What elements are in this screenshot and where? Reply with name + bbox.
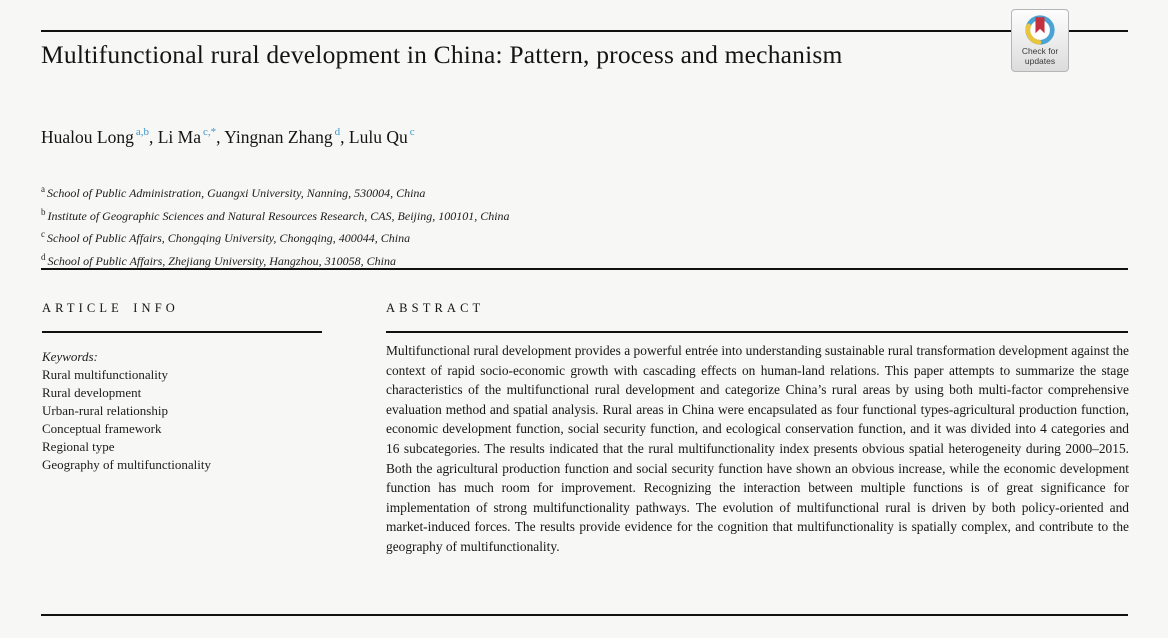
keyword-item: Urban-rural relationship: [42, 403, 168, 418]
badge-label-line2: updates: [1024, 55, 1056, 66]
affiliation-list: [41, 180, 510, 270]
article-info-heading: ARTICLE INFO: [42, 301, 179, 315]
author: Yingnan Zhang $^d$,: [224, 126, 349, 147]
header-separator-rule: [41, 268, 1128, 270]
keyword-item: Conceptual framework: [42, 421, 162, 436]
affiliation: $^a$ School of Public Administration, Guangxi University, Nanning, 530004, China: [41, 184, 426, 200]
abstract-heading: ABSTRACT: [386, 301, 485, 315]
check-for-updates-badge[interactable]: [1011, 9, 1069, 72]
keywords-block: [42, 348, 332, 474]
keyword-item: Rural development: [42, 385, 142, 400]
abstract-underline: [386, 331, 1128, 333]
keyword-item: Geography of multifunctionality: [42, 457, 211, 472]
author-affiliation-superscript: a,b: [135, 126, 149, 139]
bottom-rule: [41, 614, 1128, 616]
author: Li Ma $^{c,*}$,: [157, 126, 225, 147]
author-list: [41, 127, 415, 148]
badge-label-line1: Check for: [1021, 46, 1059, 56]
author-affiliation-superscript: c: [409, 126, 415, 139]
paper-title: Multifunctional rural development in China: Pattern, process and mechanism: [41, 40, 843, 69]
author-affiliation-superscript: d: [334, 126, 341, 139]
abstract-text: Multifunctional rural development provides a powerful entrée into understanding sustainable rural transformation development against the context of rapid socio-economic growth with cascading effects on human-land relations. This paper attempts to summarize the stage characteristics of the multifunctional rural development and categorize China’s rural areas by using both multi-factor comprehensive evaluation method and spatial analysis. Rural areas in China were encapsulated as four functional types-agricultural production function, economic development function, social security function, and ecological conservation function, and it was divided into 4 categories and 16 subcategories. The results indicated that the rural multifunctionality index presents obvious spatial heterogeneity during 2000–2015. Both the agricultural production function and social security function have shown an obvious increase, while the economic development function has much room for improvement. Recognizing the interaction between multiple functions is of great significance for implementation of strong multifunctionality pathways. The evolution of multifunctional rural is driven by both policy-oriented and market-induced forces. The results provide evidence for the cognition that multifunctionality is spatially complex, and contribute to the geography of multifunctionality.: [386, 343, 1129, 554]
article-info-underline: [42, 331, 322, 333]
keywords-label: Keywords:: [42, 349, 98, 364]
affiliation: $^d$ School of Public Affairs, Zhejiang University, Hangzhou, 310058, China: [41, 251, 396, 268]
author: Hualou Long $^{a,b}$,: [41, 126, 158, 147]
affiliation: $^c$ School of Public Affairs, Chongqing University, Chongqing, 400044, China: [41, 229, 411, 246]
affiliation: $^b$ Institute of Geographic Sciences and Natural Resources Research, CAS, Beijing, 100101, China: [41, 206, 510, 223]
keyword-item: Rural multifunctionality: [42, 367, 169, 382]
top-rule: [41, 30, 1128, 32]
author-affiliation-superscript: c,*: [203, 126, 217, 139]
crossmark-icon: [1023, 13, 1057, 47]
author: Lulu Qu $^c$: [348, 126, 415, 147]
keyword-item: Regional type: [42, 439, 115, 454]
